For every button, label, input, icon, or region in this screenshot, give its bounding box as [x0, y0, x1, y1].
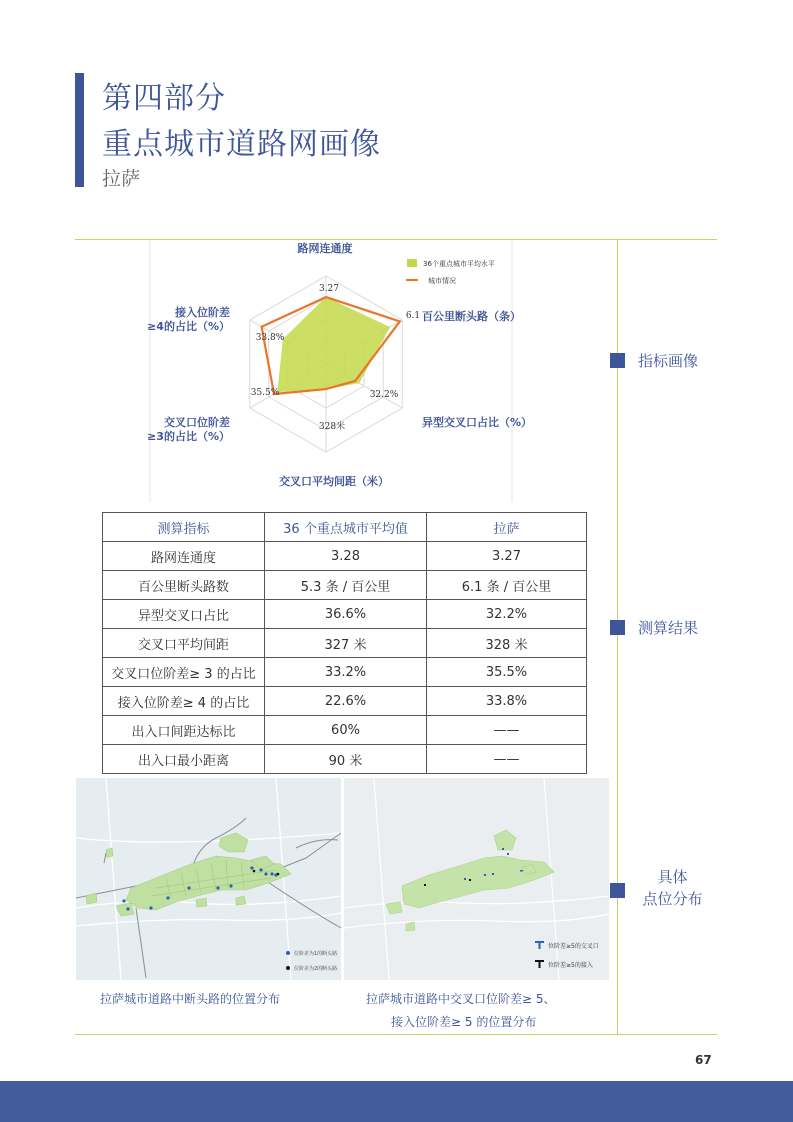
legend-dot-grade2 — [286, 966, 290, 970]
axis-label-spacing: 交叉口平均间距（米） — [279, 475, 389, 488]
table-cell: 交叉口平均间距 — [103, 629, 265, 658]
map-deadend-roads — [76, 778, 341, 980]
table-row — [103, 716, 587, 745]
table-cell: 35.5% — [427, 658, 587, 687]
sidebar-results: 测算结果 — [610, 617, 698, 638]
map-legend-access: 位阶差≥5的接入 — [548, 962, 593, 969]
table-cell: 60% — [265, 716, 427, 745]
square-bullet-icon — [610, 883, 625, 898]
table-row — [103, 745, 587, 774]
value-label-grade3: 35.5% — [250, 388, 280, 398]
part-title: 第四部分 — [102, 81, 226, 116]
map-legend-grade2: 位阶差为2的断头路 — [294, 966, 338, 972]
table-cell: 36.6% — [265, 600, 427, 629]
table-cell: 22.6% — [265, 687, 427, 716]
table-header-metric: 测算指标 — [103, 513, 265, 542]
page-number: 67 — [695, 1053, 712, 1067]
legend-label-city: 城市情况 — [428, 277, 456, 285]
chart-legend — [406, 259, 495, 285]
map-legend-grade1: 位阶差为1的断头路 — [294, 951, 338, 957]
table-cell: 出入口间距达标比 — [103, 716, 265, 745]
value-label-connectivity: 3.27 — [318, 284, 340, 294]
table-cell: 328 米 — [427, 629, 587, 658]
table-header-average: 36 个重点城市平均值 — [265, 513, 427, 542]
radar-chart — [147, 240, 533, 502]
table-cell: —— — [427, 716, 587, 745]
table-cell: —— — [427, 745, 587, 774]
section-title: 重点城市道路网画像 — [102, 127, 381, 162]
table-cell: 33.8% — [427, 687, 587, 716]
legend-label-average: 36个重点城市平均水平 — [423, 260, 495, 268]
map-legend-intersection: 位阶差≥5的交叉口 — [548, 943, 599, 950]
table-row — [103, 571, 587, 600]
table-header-row — [103, 513, 587, 542]
map-grade-difference — [344, 778, 609, 980]
square-bullet-icon — [610, 620, 625, 635]
value-label-irregular: 32.2% — [369, 390, 399, 400]
legend-swatch-average — [407, 259, 417, 267]
table-cell: 32.2% — [427, 600, 587, 629]
city-name: 拉萨 — [102, 168, 141, 190]
table-cell: 327 米 — [265, 629, 427, 658]
axis-label-deadend: 百公里断头路（条） — [422, 310, 521, 323]
table-cell: 交叉口位阶差≥ 3 的占比 — [103, 658, 265, 687]
map-deadend-graphic — [76, 778, 341, 980]
right-map-caption-line2: 接入位阶差≥ 5 的位置分布 — [391, 1015, 537, 1029]
axis-label-connectivity: 路网连通度 — [297, 242, 353, 255]
table-row — [103, 687, 587, 716]
table-cell: 百公里断头路数 — [103, 571, 265, 600]
legend-dot-grade1 — [286, 951, 290, 955]
map-grade-graphic — [344, 778, 609, 980]
table-cell: 3.27 — [427, 542, 587, 571]
table-cell: 5.3 条 / 百公里 — [265, 571, 427, 600]
table-cell: 异型交叉口占比 — [103, 600, 265, 629]
table-row — [103, 658, 587, 687]
table-row — [103, 600, 587, 629]
metrics-table — [102, 512, 587, 774]
sidebar-portrait: 指标画像 — [610, 350, 698, 371]
table-cell: 90 米 — [265, 745, 427, 774]
axis-label-irregular: 异型交叉口占比（%） — [422, 416, 533, 429]
table-cell: 接入位阶差≥ 4 的占比 — [103, 687, 265, 716]
value-label-deadend: 6.1 — [405, 311, 421, 321]
table-row — [103, 629, 587, 658]
footer-bar — [0, 1081, 793, 1122]
value-label-grade4: 33.8% — [255, 333, 285, 343]
table-cell: 6.1 条 / 百公里 — [427, 571, 587, 600]
table-cell: 3.28 — [265, 542, 427, 571]
table-cell: 33.2% — [265, 658, 427, 687]
table-row — [103, 542, 587, 571]
square-bullet-icon — [610, 353, 625, 368]
title-accent-bar — [75, 73, 84, 187]
axis-label-grade3: 交叉口位阶差≥3的占比（%） — [147, 416, 230, 443]
axis-label-grade4: 接入位阶差≥4的占比（%） — [147, 306, 230, 333]
left-map-caption: 拉萨城市道路中断头路的位置分布 — [100, 992, 281, 1006]
value-label-spacing: 328米 — [318, 422, 346, 432]
table-cell: 路网连通度 — [103, 542, 265, 571]
table-header-city: 拉萨 — [427, 513, 587, 542]
table-cell: 出入口最小距离 — [103, 745, 265, 774]
right-map-caption-line1: 拉萨城市道路中交叉口位阶差≥ 5、 — [366, 992, 556, 1006]
frame-bottom-line — [75, 1034, 717, 1035]
